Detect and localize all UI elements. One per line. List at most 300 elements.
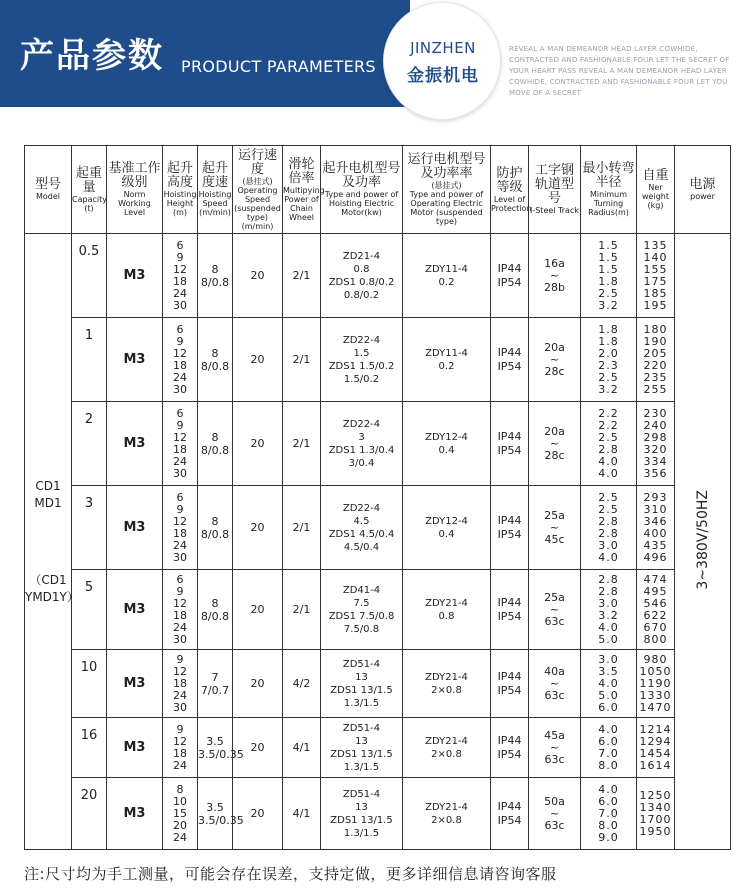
radius-value: 8.0 (598, 758, 619, 772)
radius-value: 3.0 (598, 596, 619, 610)
running-motor-cell (403, 718, 491, 778)
protection-cell (491, 778, 529, 850)
speed-main: 8 (211, 430, 219, 444)
height-value: 8 (176, 782, 184, 796)
track-min: 25a (544, 590, 565, 604)
brand-name-en: JINZHEN (410, 39, 476, 57)
level-cell: M3 (107, 778, 163, 850)
height-value: 12 (173, 430, 187, 444)
hoisting-motor-cell (321, 402, 403, 486)
track-min: 40a (544, 664, 565, 678)
ratio-cell: 2/1 (283, 402, 321, 486)
motor-line: ZDS1 1.3/0.4 (328, 444, 395, 456)
header-capacity: 起重量 Capacity (t) (72, 146, 107, 234)
height-value: 9 (176, 250, 184, 264)
model-alt-name: YMD1Y） (25, 589, 79, 604)
weight-value: 185 (643, 286, 668, 300)
hoisting-speed-cell (198, 570, 233, 650)
radius-value: 2.2 (598, 406, 619, 420)
running-motor-cell (403, 486, 491, 570)
weight-value: 1330 (639, 688, 672, 702)
run-motor-power: 2×0.8 (431, 748, 462, 760)
brand-logo (383, 2, 501, 120)
motor-line: 13 (355, 671, 368, 683)
speed-main: 8 (211, 262, 219, 276)
radius-value: 4.0 (598, 782, 619, 796)
level-cell: M3 (107, 402, 163, 486)
motor-line: 1.5/0.2 (343, 373, 380, 385)
radius-cell (581, 778, 637, 850)
weight-value: 474 (643, 572, 668, 586)
radius-cell (581, 650, 637, 718)
ratio-cell: 4/1 (283, 718, 321, 778)
protection-value: IP44 (497, 429, 522, 443)
hoisting-speed-cell (198, 650, 233, 718)
capacity-cell: 1 (72, 318, 107, 402)
protection-cell (491, 234, 529, 318)
height-value: 12 (173, 262, 187, 276)
weight-value: 320 (643, 442, 668, 456)
hoisting-motor-cell (321, 570, 403, 650)
radius-value: 3.2 (598, 608, 619, 622)
radius-value: 3.0 (598, 652, 619, 666)
spacer (25, 512, 71, 572)
radius-cell (581, 318, 637, 402)
radius-value: 9.0 (598, 830, 619, 844)
height-value: 24 (173, 830, 187, 844)
run-motor-power: 2×0.8 (431, 814, 462, 826)
hoisting-speed-cell (198, 486, 233, 570)
motor-line: 3 (358, 431, 365, 443)
table-row (25, 650, 731, 718)
weight-value: 1454 (639, 746, 672, 760)
radius-value: 1.5 (598, 262, 619, 276)
speed-dual: 7/0.7 (200, 683, 230, 697)
hoisting-motor-cell (321, 650, 403, 718)
height-value: 9 (176, 334, 184, 348)
speed-dual: 8/0.8 (200, 443, 230, 457)
weight-value: 205 (643, 346, 668, 360)
protection-value: IP54 (497, 359, 522, 373)
running-speed-cell: 20 (233, 718, 283, 778)
motor-line: ZDS1 1.5/0.2 (328, 360, 395, 372)
radius-value: 2.5 (598, 370, 619, 384)
motor-line: ZDS1 13/1.5 (330, 748, 393, 760)
radius-value: 2.2 (598, 418, 619, 432)
protection-value: IP54 (497, 527, 522, 541)
motor-line: 7.5/0.8 (343, 623, 380, 635)
capacity-cell: 16 (72, 718, 107, 778)
hoisting-speed-cell (198, 402, 233, 486)
radius-value: 1.5 (598, 250, 619, 264)
height-value: 30 (173, 382, 187, 396)
height-value: 30 (173, 550, 187, 564)
motor-line: ZDS1 13/1.5 (330, 684, 393, 696)
footer-note: 注:尺寸均为手工测量，可能会存在误差，支持定做，更多详细信息请咨询客服 (24, 865, 557, 883)
ratio-cell: 4/2 (283, 650, 321, 718)
height-value: 10 (173, 794, 187, 808)
motor-line: 1.3/1.5 (343, 761, 380, 773)
track-min: 50a (544, 794, 565, 808)
speed-main: 7 (211, 670, 219, 684)
ratio-cell: 2/1 (283, 486, 321, 570)
capacity-cell: 10 (72, 650, 107, 718)
height-value: 18 (173, 746, 187, 760)
track-max: 63c (544, 818, 565, 832)
weight-value: 1614 (639, 758, 672, 772)
header-hoisting-speed: 起升度速 Hoisting Speed (m/min) (198, 146, 233, 234)
height-cell (163, 402, 198, 486)
run-motor-model: ZDY21-4 (425, 735, 468, 747)
track-sep: ~ (549, 268, 560, 282)
radius-value: 1.8 (598, 334, 619, 348)
hoisting-speed-cell (198, 778, 244, 850)
track-max: 45c (544, 532, 565, 546)
height-value: 18 (173, 608, 187, 622)
motor-line: 7.5 (353, 597, 370, 609)
height-value: 9 (176, 722, 184, 736)
motor-model: ZD21-4 (342, 250, 381, 262)
radius-value: 2.8 (598, 442, 619, 456)
track-min: 16a (544, 256, 565, 270)
weight-value: 546 (643, 596, 668, 610)
ratio-cell: 2/1 (283, 570, 321, 650)
capacity-cell: 5 (72, 570, 107, 650)
protection-value: IP54 (497, 443, 522, 457)
speed-dual: 3.5/0.35 (198, 747, 244, 761)
protection-cell (491, 570, 529, 650)
weight-cell (637, 486, 675, 570)
weight-value: 190 (643, 334, 668, 348)
track-sep: ~ (549, 352, 560, 366)
height-value: 24 (173, 620, 187, 634)
motor-model: ZD22-4 (342, 502, 381, 514)
weight-value: 195 (643, 298, 668, 312)
speed-dual: 8/0.8 (200, 527, 230, 541)
protection-value: IP54 (497, 683, 522, 697)
track-max: 28c (544, 448, 565, 462)
track-min: 20a (544, 340, 565, 354)
motor-model: ZD22-4 (342, 418, 381, 430)
height-value: 18 (173, 358, 187, 372)
table-header-row (25, 146, 731, 234)
motor-line: ZDS1 13/1.5 (330, 814, 393, 826)
motor-line: 4.5/0.4 (343, 541, 380, 553)
track-cell (529, 318, 581, 402)
header-model: 型号 Model (25, 146, 72, 234)
header-running-speed: 运行速度 (悬挂式) Operating Speed (suspended type)(m/min) (233, 146, 283, 234)
header-weight: 自重 Ner weight (kg) (637, 146, 675, 234)
capacity-cell: 2 (72, 402, 107, 486)
weight-value: 495 (643, 584, 668, 598)
height-value: 24 (173, 758, 187, 772)
height-value: 30 (173, 466, 187, 480)
weight-value: 400 (643, 526, 668, 540)
height-cell (163, 570, 198, 650)
radius-cell (581, 718, 637, 778)
capacity-cell: 3 (72, 486, 107, 570)
ratio-cell: 2/1 (283, 318, 321, 402)
protection-value: IP54 (497, 275, 522, 289)
radius-value: 5.0 (598, 688, 619, 702)
radius-value: 3.2 (598, 382, 619, 396)
hoisting-speed-cell (198, 718, 244, 778)
protection-value: IP44 (497, 261, 522, 275)
model-name: MD1 (34, 495, 62, 510)
header-level: 基准工作级别 Norm Working Level (107, 146, 163, 234)
ratio-cell: 2/1 (283, 234, 321, 318)
level-cell: M3 (107, 718, 163, 778)
header-banner (0, 0, 750, 128)
track-cell (529, 650, 581, 718)
height-value: 6 (176, 406, 184, 420)
radius-value: 4.0 (598, 620, 619, 634)
motor-model: ZD51-4 (342, 722, 381, 734)
track-sep: ~ (549, 806, 560, 820)
height-value: 9 (176, 418, 184, 432)
height-value: 12 (173, 734, 187, 748)
run-motor-power: 0.2 (438, 360, 455, 372)
motor-line: ZDS1 4.5/0.4 (328, 528, 395, 540)
track-cell (529, 486, 581, 570)
weight-value: 346 (643, 514, 668, 528)
run-motor-power: 2×0.8 (431, 684, 462, 696)
protection-value: IP44 (497, 345, 522, 359)
track-max: 63c (544, 752, 565, 766)
weight-value: 155 (643, 262, 668, 276)
height-value: 18 (173, 442, 187, 456)
radius-value: 2.8 (598, 514, 619, 528)
table-row (25, 570, 731, 650)
model-cell (25, 234, 79, 850)
height-cell (163, 718, 198, 778)
weight-value: 334 (643, 454, 668, 468)
running-motor-cell (403, 650, 491, 718)
running-speed-cell: 20 (233, 570, 283, 650)
height-value: 9 (176, 652, 184, 666)
radius-value: 4.0 (598, 676, 619, 690)
weight-value: 298 (643, 430, 668, 444)
protection-cell (491, 650, 529, 718)
slogan-text: REVEAL A MAN DEMEANOR HEAD LAYER COWHIDE, CONTRACTED AND FASHIONABLE FOUR LET THE SECRET OF YOUR HEART PASS REVEAL A MAN DEMEANOR HEAD LAYER COWHIDE, CONTRACTED AND FASHIONABLE FOUR LET YOU MOVE OF A SECRET (509, 45, 730, 97)
header-protection: 防护等级 Level of Protection (491, 146, 529, 234)
height-value: 30 (173, 298, 187, 312)
radius-cell (581, 570, 637, 650)
height-value: 12 (173, 346, 187, 360)
page-title: 产品参数 (20, 36, 164, 76)
weight-value: 230 (643, 406, 668, 420)
weight-value: 1700 (639, 812, 672, 826)
height-cell (163, 486, 198, 570)
run-motor-model: ZDY21-4 (425, 801, 468, 813)
run-motor-model: ZDY21-4 (425, 597, 468, 609)
power-value: 3~380V/50HZ (694, 489, 711, 590)
track-min: 20a (544, 424, 565, 438)
table-row (25, 402, 731, 486)
weight-value: 1340 (639, 800, 672, 814)
run-motor-model: ZDY12-4 (425, 431, 468, 443)
protection-value: IP44 (497, 669, 522, 683)
capacity-cell: 0.5 (72, 234, 107, 318)
running-speed-cell: 20 (233, 486, 283, 570)
weight-value: 1214 (639, 722, 672, 736)
weight-value: 235 (643, 370, 668, 384)
radius-value: 6.0 (598, 734, 619, 748)
height-cell (163, 318, 198, 402)
running-speed-cell: 20 (233, 318, 283, 402)
run-motor-power: 0.8 (438, 610, 455, 622)
height-value: 9 (176, 584, 184, 598)
radius-value: 2.5 (598, 502, 619, 516)
level-cell: M3 (107, 486, 163, 570)
weight-value: 1470 (639, 700, 672, 714)
weight-value: 240 (643, 418, 668, 432)
parameters-table (24, 145, 731, 850)
speed-dual: 8/0.8 (200, 359, 230, 373)
radius-cell (581, 234, 637, 318)
weight-cell (637, 778, 675, 850)
brand-name-cn: 金振机电 (407, 66, 479, 86)
weight-value: 220 (643, 358, 668, 372)
motor-line: 13 (355, 735, 368, 747)
running-speed-cell: 20 (233, 650, 283, 718)
level-cell: M3 (107, 650, 163, 718)
radius-value: 7.0 (598, 746, 619, 760)
radius-value: 5.0 (598, 632, 619, 646)
radius-value: 4.0 (598, 550, 619, 564)
speed-dual: 3.5/0.35 (198, 813, 244, 827)
radius-value: 2.8 (598, 526, 619, 540)
run-motor-model: ZDY12-4 (425, 515, 468, 527)
running-speed-cell: 20 (233, 778, 283, 850)
height-value: 6 (176, 490, 184, 504)
level-cell: M3 (107, 570, 163, 650)
page-title-en: PRODUCT PARAMETERS (181, 57, 376, 76)
radius-value: 3.0 (598, 538, 619, 552)
protection-value: IP44 (497, 595, 522, 609)
level-cell: M3 (107, 318, 163, 402)
ratio-cell: 4/1 (283, 778, 321, 850)
weight-value: 356 (643, 466, 668, 480)
radius-value: 7.0 (598, 806, 619, 820)
height-value: 20 (173, 818, 187, 832)
hoisting-motor-cell (321, 486, 403, 570)
header-hoisting-motor: 起升电机型号及功率 Type and power of Hoisting Electric Motor(kw) (321, 146, 403, 234)
radius-value: 2.5 (598, 490, 619, 504)
weight-value: 310 (643, 502, 668, 516)
running-speed-cell: 20 (233, 402, 283, 486)
track-sep: ~ (549, 676, 560, 690)
weight-value: 175 (643, 274, 668, 288)
running-motor-cell (403, 318, 491, 402)
height-value: 12 (173, 514, 187, 528)
motor-line: 13 (355, 801, 368, 813)
protection-cell (491, 402, 529, 486)
header-radius: 最小转弯半径 Minimum Turning Radius(m) (581, 146, 637, 234)
weight-value: 435 (643, 538, 668, 552)
height-value: 24 (173, 370, 187, 384)
height-value: 30 (173, 700, 187, 714)
motor-line: 1.3/1.5 (343, 697, 380, 709)
radius-value: 8.0 (598, 818, 619, 832)
height-value: 9 (176, 502, 184, 516)
height-value: 18 (173, 676, 187, 690)
motor-line: 1.3/1.5 (343, 827, 380, 839)
weight-value: 1050 (639, 664, 672, 678)
header-height: 起升高度 Hoisting Height (m) (163, 146, 198, 234)
track-cell (529, 778, 581, 850)
motor-line: 3/0.4 (348, 457, 375, 469)
run-motor-model: ZDY21-4 (425, 671, 468, 683)
table-row (25, 778, 731, 850)
header-track: 工字钢轨道型号 I-Steel Track (529, 146, 581, 234)
radius-value: 2.8 (598, 572, 619, 586)
height-value: 12 (173, 596, 187, 610)
speed-main: 8 (211, 346, 219, 360)
radius-value: 1.5 (598, 238, 619, 252)
protection-value: IP54 (497, 747, 522, 761)
protection-value: IP44 (497, 799, 522, 813)
radius-value: 1.8 (598, 322, 619, 336)
table-row (25, 486, 731, 570)
track-cell (529, 718, 581, 778)
run-motor-power: 0.4 (438, 444, 455, 456)
motor-model: ZD41-4 (342, 584, 381, 596)
weight-cell (637, 402, 675, 486)
motor-line: 1.5 (353, 347, 370, 359)
weight-value: 293 (643, 490, 668, 504)
model-name: CD1 (35, 478, 61, 493)
height-value: 24 (173, 538, 187, 552)
track-sep: ~ (549, 740, 560, 754)
height-value: 24 (173, 454, 187, 468)
protection-cell (491, 318, 529, 402)
weight-value: 1250 (639, 788, 672, 802)
height-value: 18 (173, 274, 187, 288)
height-value: 6 (176, 572, 184, 586)
run-motor-power: 0.2 (438, 276, 455, 288)
radius-cell (581, 486, 637, 570)
motor-line: ZDS1 0.8/0.2 (328, 276, 395, 288)
track-max: 63c (544, 688, 565, 702)
running-motor-cell (403, 778, 491, 850)
radius-value: 1.8 (598, 274, 619, 288)
track-max: 28b (544, 280, 565, 294)
run-motor-model: ZDY11-4 (425, 263, 468, 275)
motor-line: 0.8 (353, 263, 370, 275)
capacity-cell: 20 (72, 778, 107, 850)
model-alt-name: （CD1 (29, 572, 67, 587)
hoisting-motor-cell (321, 234, 403, 318)
weight-value: 135 (643, 238, 668, 252)
height-value: 18 (173, 526, 187, 540)
speed-main: 3.5 (206, 734, 224, 748)
track-cell (529, 402, 581, 486)
track-max: 63c (544, 614, 565, 628)
motor-model: ZD51-4 (342, 658, 381, 670)
weight-cell (637, 650, 675, 718)
motor-model: ZD51-4 (342, 788, 381, 800)
track-max: 28c (544, 364, 565, 378)
height-value: 24 (173, 286, 187, 300)
radius-value: 2.8 (598, 584, 619, 598)
track-cell (529, 234, 581, 318)
motor-line: 0.8/0.2 (343, 289, 380, 301)
table-body (25, 234, 731, 850)
weight-cell (637, 570, 675, 650)
radius-value: 2.5 (598, 430, 619, 444)
radius-value: 6.0 (598, 700, 619, 714)
